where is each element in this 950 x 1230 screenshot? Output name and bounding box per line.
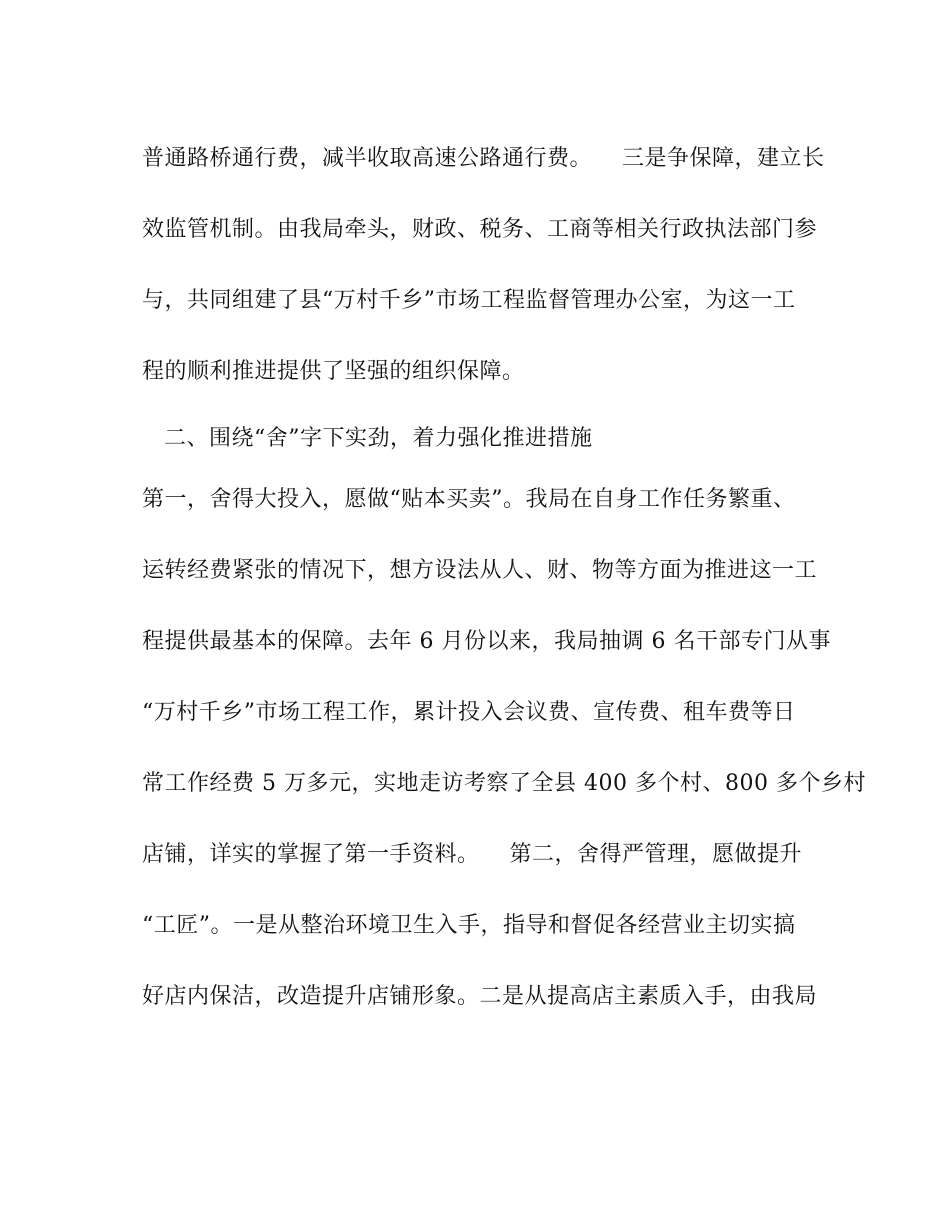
paragraph-line: 效监管机制。由我局牵头，财政、税务、工商等相关行政执法部门参 [142,217,818,242]
paragraph-line: 程提供最基本的保障。去年 6 月份以来，我局抽调 6 名干部专门从事 [142,629,831,654]
paragraph-line: “工匠”。一是从整治环境卫生入手，指导和督促各经营业主切实搞 [142,913,796,938]
paragraph-line: 好店内保洁，改造提升店铺形象。二是从提高店主素质入手，由我局 [142,984,818,1009]
paragraph-line: “万村千乡”市场工程工作，累计投入会议费、宣传费、租车费等日 [142,700,796,725]
paragraph-line: 与，共同组建了县“万村千乡”市场工程监督管理办公室，为这一工 [142,288,796,313]
paragraph-line: 店铺，详实的掌握了第一手资料。 第二，舍得严管理，愿做提升 [142,842,802,867]
paragraph-line: 常工作经费 5 万多元，实地走访考察了全县 400 多个村、800 多个乡村 [142,771,866,796]
paragraph-line: 程的顺利推进提供了坚强的组织保障。 [142,359,525,384]
paragraph-line: 普通路桥通行费，减半收取高速公路通行费。 三是争保障，建立长 [142,146,825,171]
paragraph-line: 运转经费紧张的情况下，想方设法从人、财、物等方面为推进这一工 [142,558,818,583]
paragraph-line: 第一，舍得大投入，愿做“贴本买卖”。我局在自身工作任务繁重、 [142,487,796,512]
section-heading: 二、围绕“舍”字下实劲，着力强化推进措施 [164,426,593,451]
